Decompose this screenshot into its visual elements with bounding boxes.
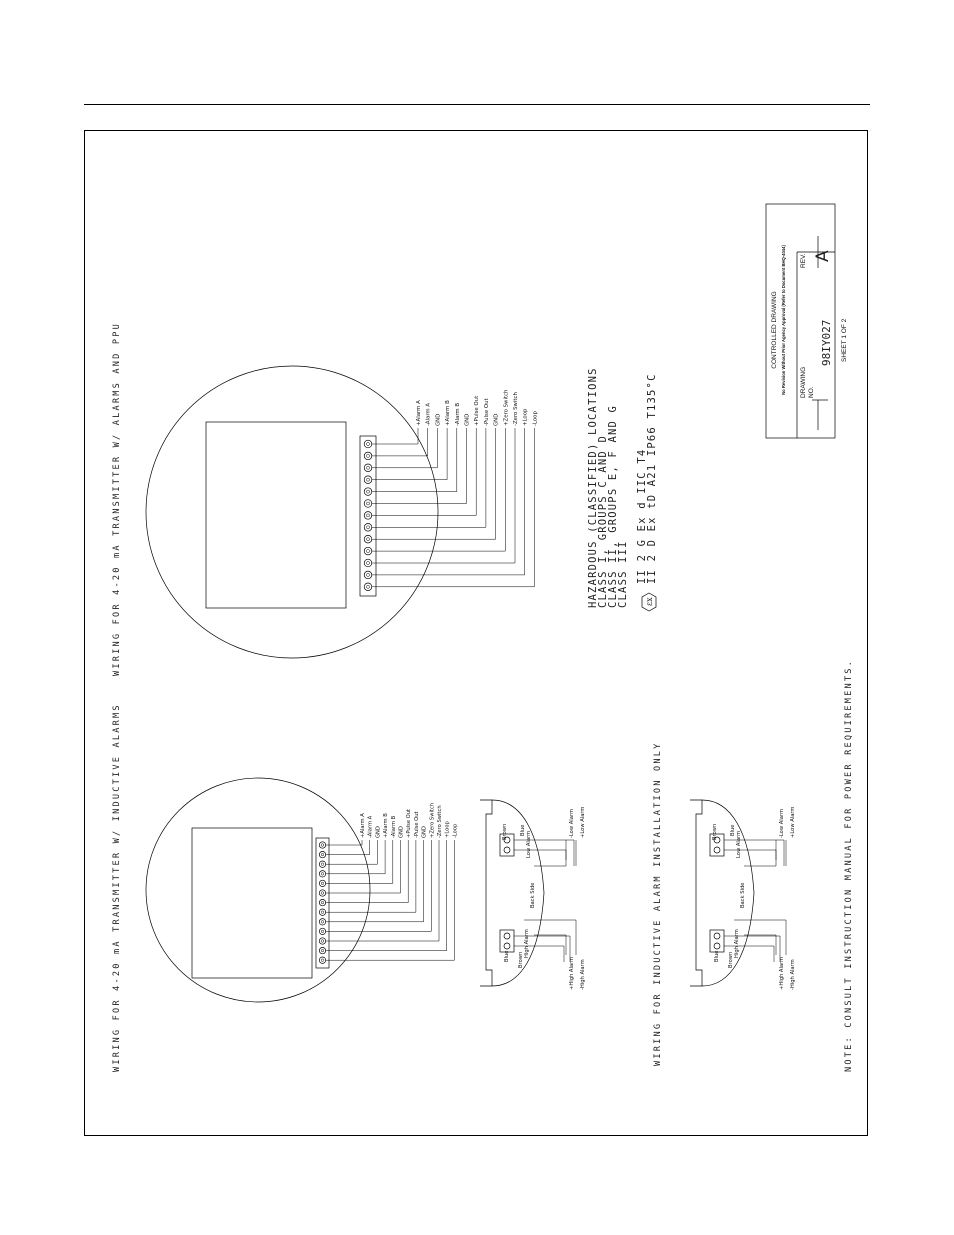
terminal-screw: [364, 571, 372, 579]
fine-print: No Revision Without Prior Agency Approval (Refer to Document BHQ-4044): [781, 245, 786, 395]
terminal-screw-center: [321, 901, 324, 904]
terminal-label: -Loop: [532, 411, 539, 426]
terminal-wire: [372, 428, 486, 527]
terminal-wire: [372, 428, 447, 480]
terminal-wire: [326, 840, 416, 912]
hazard-line-1: HAZARDOUS (CLASSIFIED) LOCATIONS: [587, 367, 599, 608]
lower-plus-low: +Low Alarm: [790, 806, 796, 838]
terminal-screw-center: [321, 930, 324, 933]
terminal-label: +Zero Switch: [503, 389, 510, 426]
terminal-wire: [372, 428, 476, 515]
terminal-screw-center: [321, 921, 324, 924]
terminal-screw: [364, 583, 372, 591]
terminal-screw-center: [366, 466, 369, 469]
terminal-screw: [364, 500, 372, 508]
upper-brown-label: Brown: [502, 823, 508, 840]
lower-blue2-label: Blue: [714, 950, 720, 962]
rev-label: REV.: [800, 253, 807, 268]
terminal-screw: [319, 928, 325, 934]
terminal-label: +Alarm A: [360, 813, 366, 838]
right-transmitter: [146, 366, 538, 658]
terminal-screw: [364, 559, 372, 567]
upper-blue-label: Blue: [520, 824, 526, 836]
left-terminal-screws: [319, 842, 325, 964]
terminal-label: -Alarm B: [454, 402, 461, 426]
upper-plus-high: +High Alarm: [569, 956, 575, 990]
terminal-screw-center: [321, 959, 324, 962]
controlled-drawing-label: CONTROLLED DRAWING: [771, 291, 778, 369]
terminal-screw: [319, 938, 325, 944]
terminal-wire: [326, 840, 424, 922]
terminal-label: GND: [493, 413, 500, 426]
terminal-label: +Zero Switch: [429, 802, 436, 838]
right-terminal-screws: [364, 440, 372, 590]
left-transmitter: [146, 778, 458, 1002]
terminal-screw-center: [366, 573, 369, 576]
terminal-screw-center: [366, 561, 369, 564]
terminal-screw: [319, 890, 325, 896]
upper-brown2-label: Brown: [518, 951, 524, 968]
terminal-wire: [326, 840, 370, 855]
terminal-label: GND: [435, 413, 442, 426]
terminal-screw-center: [321, 863, 324, 866]
terminal-screw-center: [366, 514, 369, 517]
no-label: NO.: [808, 386, 815, 398]
terminal-screw: [364, 452, 372, 460]
terminal-wire: [326, 840, 432, 931]
lower-brown2-label: Brown: [728, 951, 734, 968]
right-housing-circle: [146, 366, 438, 658]
drawing-number: 98IY027: [820, 319, 833, 366]
title-block: [766, 204, 848, 438]
sheet-label: SHEET 1 OF 2: [841, 318, 848, 362]
terminal-screw-center: [366, 502, 369, 505]
terminal-label: GND: [421, 826, 428, 838]
terminal-screw: [364, 488, 372, 496]
upper-plus-low: +Low Alarm: [580, 806, 586, 838]
terminal-screw-center: [321, 853, 324, 856]
terminal-screw: [319, 957, 325, 963]
terminal-screw: [319, 851, 325, 857]
terminal-screw-center: [321, 873, 324, 876]
terminal-screw: [364, 524, 372, 532]
terminal-screw: [319, 909, 325, 915]
terminal-screw: [364, 512, 372, 520]
right-terminal-labels: [416, 390, 538, 426]
terminal-label: +Alarm A: [416, 400, 422, 426]
terminal-label: -Pulse Out: [483, 398, 490, 426]
terminal-screw-center: [366, 478, 369, 481]
terminal-label: +Pulse Out: [474, 395, 481, 426]
lower-back-side-label: Back Side: [740, 882, 746, 908]
terminal-screw-center: [366, 538, 369, 541]
lower-high-alarm-label: High Alarm: [734, 929, 740, 958]
terminal-label: +Loop: [522, 408, 529, 426]
upper-back-side-label: Back Side: [530, 882, 536, 908]
terminal-screw-center: [321, 892, 324, 895]
terminal-screw-center: [366, 442, 369, 445]
drawing-label: DRAWING: [800, 366, 807, 398]
terminal-wire: [372, 428, 418, 444]
right-wires: [372, 428, 535, 587]
terminal-wire: [372, 428, 496, 539]
terminal-wire: [372, 428, 525, 575]
hazard-line-2: CLASS I, GROUPS C AND D: [597, 435, 609, 608]
title-alarms-ppu: WIRING FOR 4-20 mA TRANSMITTER W/ ALARMS AND PPU: [112, 322, 122, 676]
left-board: [192, 828, 312, 978]
terminal-label: -Alarm A: [425, 402, 432, 426]
terminal-screw: [319, 880, 325, 886]
terminal-wire: [326, 840, 401, 893]
terminal-label: GND: [398, 826, 405, 838]
terminal-screw-center: [366, 490, 369, 493]
terminal-label: -Zero Switch: [513, 392, 519, 426]
terminal-label: -Zero Switch: [437, 805, 443, 838]
atex-line-1: II 2 G Ex d IIC T4: [636, 448, 648, 584]
terminal-wire: [326, 840, 393, 883]
terminal-screw: [319, 899, 325, 905]
upper-high-alarm-label: High Alarm: [524, 929, 530, 958]
terminal-screw-center: [321, 844, 324, 847]
terminal-screw-center: [366, 454, 369, 457]
lower-low-alarm-label: Low Alarm: [736, 830, 742, 858]
terminal-screw-center: [321, 949, 324, 952]
terminal-wire: [372, 428, 457, 492]
rev-value: A: [813, 250, 833, 262]
terminal-screw: [319, 842, 325, 848]
terminal-label: -Pulse Out: [413, 811, 420, 838]
lower-minus-high: -High Alarm: [790, 959, 796, 990]
terminal-label: +Pulse Out: [406, 808, 413, 838]
note-power-requirements: NOTE: CONSULT INSTRUCTION MANUAL FOR POWER REQUIREMENTS.: [844, 659, 854, 1072]
hazard-line-4: CLASS III: [617, 540, 629, 608]
upper-minus-high: -High Alarm: [580, 959, 586, 990]
terminal-screw: [319, 919, 325, 925]
terminal-label: -Alarm B: [390, 815, 397, 838]
terminal-screw: [364, 547, 372, 555]
atex-line-2: II 2 D Ex tD A21 IP66 T135°C: [646, 373, 658, 584]
terminal-wire: [326, 840, 455, 960]
ex-hexagon-icon: [642, 593, 656, 611]
terminal-wire: [326, 840, 439, 941]
terminal-screw: [319, 861, 325, 867]
terminal-label: -Alarm A: [367, 815, 374, 838]
terminal-label: GND: [375, 826, 382, 838]
terminal-screw: [319, 947, 325, 953]
terminal-wire: [372, 428, 506, 551]
title-inductive-alarms: WIRING FOR 4-20 mA TRANSMITTER W/ INDUCTIVE ALARMS: [112, 703, 122, 1072]
left-housing-circle: [146, 778, 370, 1002]
lower-minus-low: -Low Alarm: [779, 809, 785, 838]
terminal-screw: [364, 440, 372, 448]
upper-low-alarm-label: Low Alarm: [526, 830, 532, 858]
terminal-screw-center: [321, 940, 324, 943]
terminal-wire: [326, 840, 447, 951]
lower-brown-label: Brown: [712, 823, 718, 840]
terminal-screw: [364, 535, 372, 543]
terminal-label: GND: [464, 413, 471, 426]
terminal-screw-center: [366, 550, 369, 553]
terminal-wire: [326, 840, 362, 845]
left-wires: [326, 840, 455, 960]
upper-blue2-label: Blue: [504, 950, 510, 962]
upper-minus-low: -Low Alarm: [569, 809, 575, 838]
terminal-wire: [372, 428, 515, 563]
terminal-screw: [364, 464, 372, 472]
terminal-label: +Alarm B: [445, 400, 452, 426]
terminal-wire: [372, 428, 428, 456]
ex-symbol: εx: [645, 597, 654, 606]
lower-plus-high: +High Alarm: [779, 956, 785, 990]
left-terminal-labels: [360, 803, 458, 838]
terminal-label: +Alarm B: [383, 813, 390, 838]
terminal-screw: [319, 871, 325, 877]
terminal-screw-center: [366, 585, 369, 588]
lower-blue-label: Blue: [730, 824, 736, 836]
right-board: [206, 422, 346, 608]
terminal-label: +Loop: [444, 821, 451, 838]
hazard-line-3: CLASS II, GROUPS E, F AND G: [607, 404, 619, 608]
terminal-label: -Loop: [452, 823, 459, 838]
terminal-screw: [364, 476, 372, 484]
terminal-screw-center: [321, 882, 324, 885]
terminal-wire: [372, 428, 467, 504]
title-inductive-only: WIRING FOR INDUCTIVE ALARM INSTALLATION ONLY: [653, 741, 663, 1066]
terminal-screw-center: [321, 911, 324, 914]
terminal-screw-center: [366, 526, 369, 529]
